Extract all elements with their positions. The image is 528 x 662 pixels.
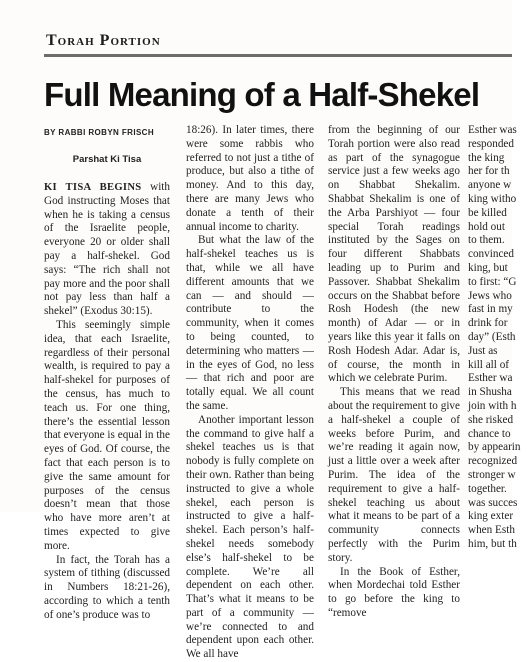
paragraph: from the beginning of our Torah portion were also read as part of the synagogue service just a few weeks ago on Shabbat Shekalim. Shabbat Shekalim is one of the Arba Parshiyot — four special Torah readings instituted by the Sages on four different Shabbats leading up to Purim and Passover. Shabbat Shekalim occurs on the Shabbat before Rosh Hodesh (the new month) of Adar — or in years like this year it falls on Rosh Hodesh Adar. Adar is, of course, the month in which we celebrate Purim. — [328, 124, 460, 385]
column-line: together. — [468, 482, 507, 495]
column-line: Esther wa — [468, 372, 513, 385]
column-line: responded — [468, 137, 514, 150]
column-line: Jews who — [468, 289, 512, 302]
column-line: convinced — [468, 248, 514, 261]
byline: BY RABBI ROBYN FRISCH — [44, 128, 155, 137]
paragraph: But what the law of the half-shekel teaches us is that, while we all have different amounts that we can — and should — contribute to the community, when it comes to being counted, to determining who matters — in the eyes of God, no less — that rich and poor are totally equal. We all count the same. — [186, 234, 314, 412]
column-line: chance to — [468, 427, 511, 440]
paragraph: 18:26). In later times, there were some rabbis who referred to not just a tithe of produce, but also a tithe of money. And to this day, there are many Jews who donate a tenth of their annual income to charity. — [186, 124, 314, 233]
section-label: Torah Portion — [46, 32, 161, 49]
column-line: king exter — [468, 510, 514, 523]
lead-in: KI TISA BEGINS — [44, 182, 142, 193]
article-column-1 — [44, 124, 171, 621]
paragraph: Another important lesson the command to give half a shekel teaches us is that nobody is fully complete on their own. Rather than being instructed to give a whole shekel, each person is instructed to give a half-shekel. Each person’s half-shekel needs somebody else’s half-shekel to be complete. We’re all dependent on each other. That’s what it means to be part of a community — we’re connected to and dependent upon each other. We all have — [186, 413, 314, 661]
column-line: Just as — [468, 344, 498, 357]
column-line: by appearin — [468, 441, 521, 454]
column-line: was succes — [468, 496, 518, 509]
column-line: kill all of — [468, 358, 510, 371]
paragraph: This means that we read about the requirement to give a half-shekel a couple of weeks before Purim, and we’re reading it again now, just a little over a week after Purim. The idea of the requirement to give a half-shekel teaching us about what it means to be part of a community connects perfectly with the Purim story. — [328, 386, 460, 564]
column-line: stronger w — [468, 468, 516, 481]
column-line: anyone w — [468, 179, 512, 192]
column-line: when Esth — [468, 524, 515, 537]
column-line: hold out — [468, 220, 505, 233]
column-line: king witho — [468, 192, 517, 205]
column-line: to them. — [468, 234, 505, 247]
column-line: her for th — [468, 165, 510, 178]
article-column-2 — [186, 124, 314, 661]
paragraph: In the Book of Esther, when Mordechai told Esther to go before the king to “remove — [328, 565, 460, 619]
section-rule — [44, 54, 512, 57]
column-line: in Shusha — [468, 386, 512, 399]
column-line: fast in my — [468, 303, 513, 316]
column-line: the king — [468, 151, 505, 164]
column-line: day” (Esth — [468, 330, 516, 343]
column-line: king, but — [468, 261, 508, 274]
column-line: him, but th — [468, 537, 517, 550]
parsha-name: Parshat Ki Tisa — [72, 154, 142, 165]
article-column-3 — [328, 124, 460, 619]
column-line: be killed — [468, 206, 507, 219]
paragraph: KI TISA BEGINS with God instructing Moses that when he is taking a census of the Israelite people, everyone 20 or older shall pay a half-shekel. God says: “The rich shall not pay more and the poor shall not pay less than half a shekel” (Exodus 30:15). — [44, 181, 171, 318]
paragraph: This seemingly simple idea, that each Israelite, regardless of their personal wealth, is required to pay a half-shekel for purposes of the census, has much to teach us. For one thing, there’s the essential lesson that everyone is equal in the eyes of God. Of course, the fact that each person is to give the same amount for purposes of the census doesn’t mean that those who have more aren’t at times expected to give more. — [44, 318, 170, 552]
article-column-4 — [468, 124, 528, 550]
column-line: to first: “G — [468, 275, 517, 288]
column-line: join with h — [468, 399, 517, 412]
column-line: she risked — [468, 413, 514, 426]
column-line: recognized — [468, 455, 518, 468]
column-line: Esther was — [468, 124, 517, 136]
column-line: drink for — [468, 317, 508, 330]
paragraph: In fact, the Torah has a system of tithing (discussed in Numbers 18:21-26), according to which a tenth of one’s produce was to — [44, 553, 170, 621]
article-title: Full Meaning of a Half-Shekel — [44, 76, 480, 113]
